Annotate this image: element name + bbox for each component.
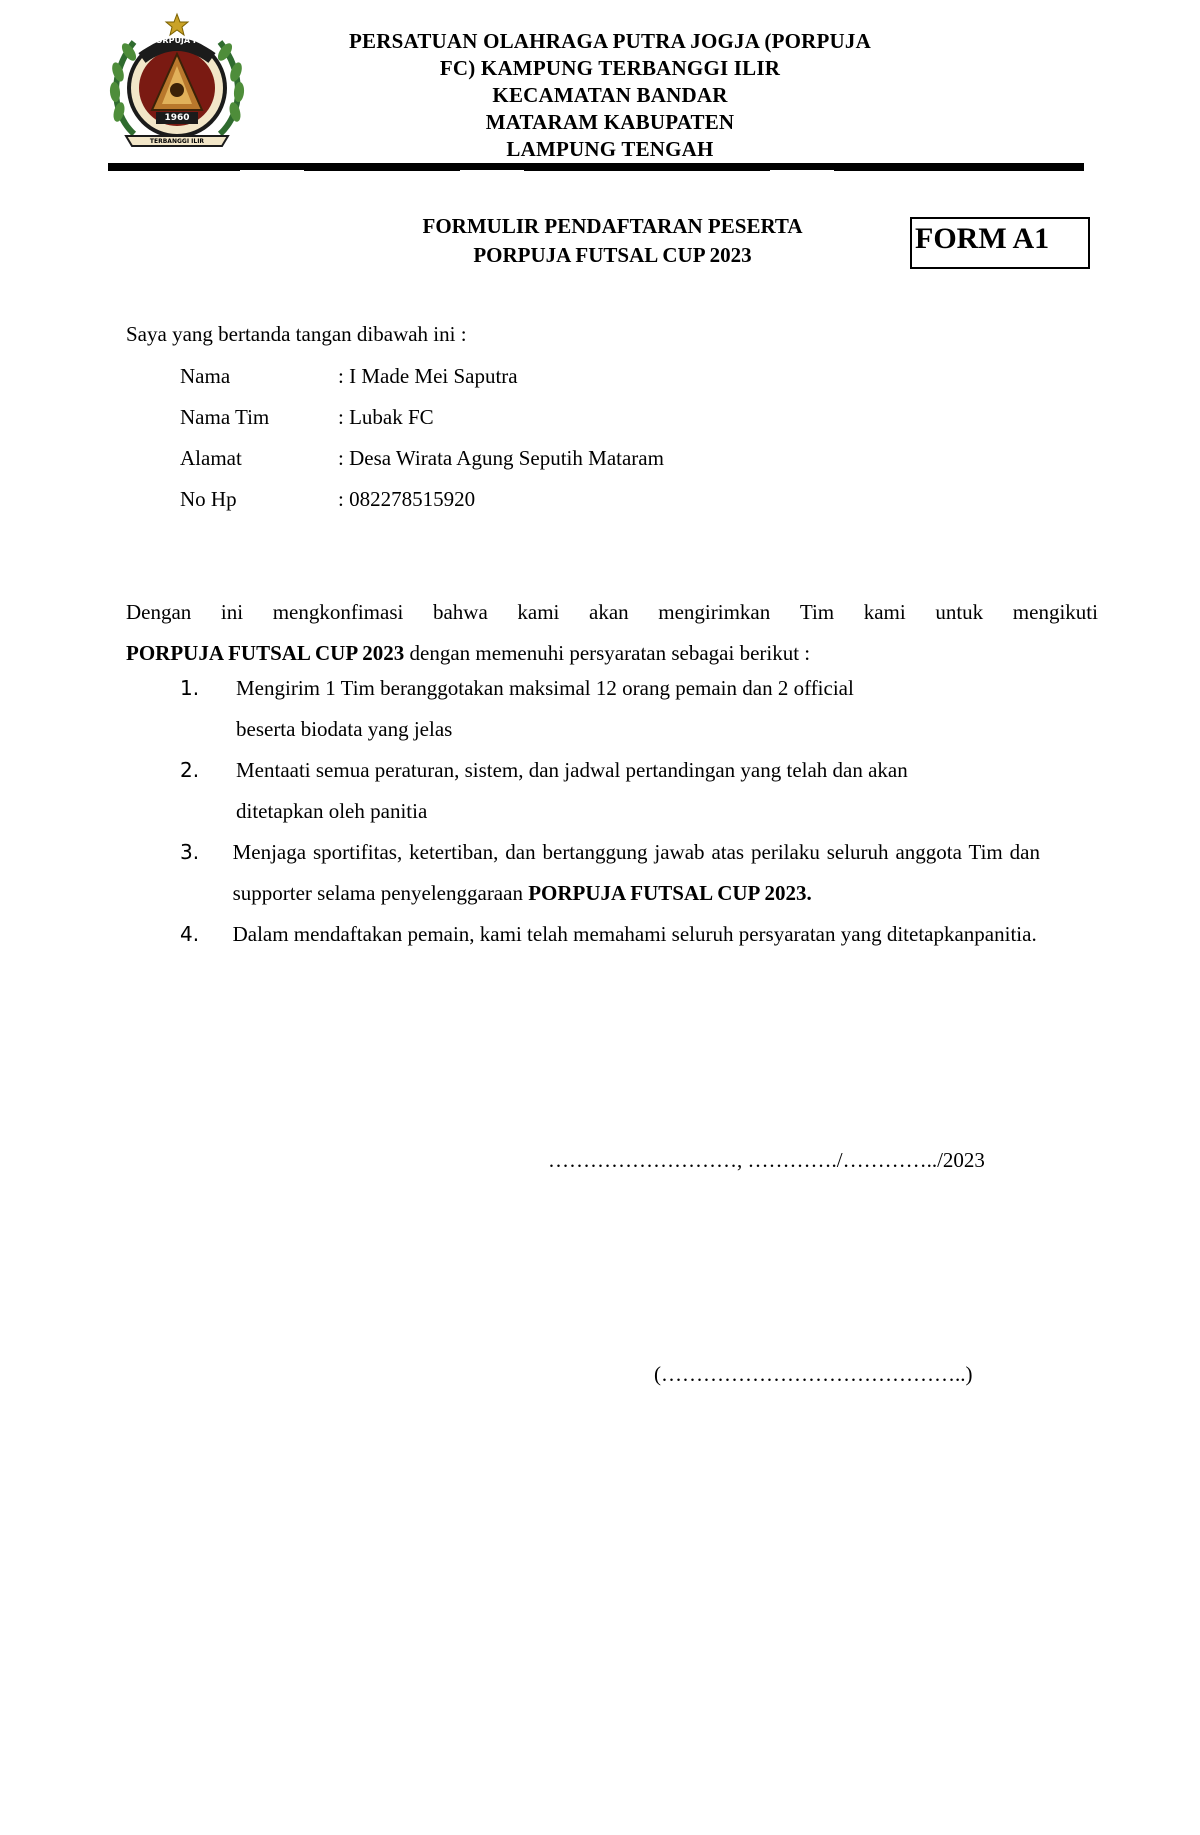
confirmation-word: mengikuti bbox=[1012, 600, 1098, 624]
field-row-name bbox=[180, 361, 664, 402]
form-code-box: FORM A1 bbox=[910, 217, 1090, 269]
list-text: Dalam mendaftakan pemain, kami telah memahami seluruh persyaratan yang ditetapkanpanitia. bbox=[232, 922, 1037, 946]
confirmation-paragraph bbox=[126, 592, 1098, 674]
org-line: KECAMATAN BANDAR bbox=[492, 83, 728, 107]
confirmation-word: mengkonfimasi bbox=[272, 600, 404, 624]
requirements-list bbox=[180, 668, 1040, 955]
logo-banner-text: PORPUJA FC bbox=[149, 36, 205, 45]
list-text-line: beserta biodata yang jelas bbox=[236, 717, 453, 741]
field-value: : I Made Mei Saputra bbox=[338, 364, 518, 388]
field-value: : Desa Wirata Agung Seputih Mataram bbox=[338, 446, 664, 470]
field-label: Nama bbox=[180, 364, 231, 388]
logo-footer-text: TERBANGGI ILIR bbox=[149, 138, 205, 145]
list-text-content: Menjaga sportifitas, ketertiban, dan bertanggung jawab atas perilaku seluruh anggota Tim dan supporter selama penyelenggaraan bbox=[232, 840, 1040, 905]
list-number: 4. bbox=[180, 922, 200, 946]
org-line: LAMPUNG TENGAH bbox=[506, 137, 714, 161]
confirmation-word: kami bbox=[863, 600, 906, 624]
date-place-line: ………………………, …………./…………../2023 bbox=[548, 1148, 985, 1172]
confirmation-word: ini bbox=[220, 600, 244, 624]
field-value: : Lubak FC bbox=[338, 405, 434, 429]
intro-statement: Saya yang bertanda tangan dibawah ini : bbox=[126, 322, 467, 346]
confirmation-word: untuk bbox=[935, 600, 984, 624]
field-label: No Hp bbox=[180, 487, 237, 511]
form-title bbox=[360, 212, 865, 270]
field-row-address bbox=[180, 443, 664, 484]
list-text-line: Mentaati semua peraturan, sistem, dan jadwal pertandingan yang telah dan akan bbox=[236, 758, 908, 782]
org-line: MATARAM KABUPATEN bbox=[485, 110, 735, 134]
event-name: PORPUJA FUTSAL CUP 2023. bbox=[528, 881, 812, 905]
form-title-line: FORMULIR PENDAFTARAN PESERTA bbox=[422, 214, 803, 238]
list-number: 3. bbox=[180, 840, 200, 864]
list-item bbox=[180, 914, 1040, 955]
event-name: PORPUJA FUTSAL CUP 2023 bbox=[126, 641, 405, 665]
confirmation-rest: dengan memenuhi persyaratan sebagai berikut : bbox=[404, 641, 811, 665]
confirmation-word: akan bbox=[589, 600, 629, 624]
header-divider-gap bbox=[460, 170, 524, 172]
list-item bbox=[180, 668, 1040, 750]
list-text-line: ditetapkan oleh panitia bbox=[236, 799, 428, 823]
confirmation-word: Tim bbox=[799, 600, 835, 624]
field-row-team bbox=[180, 402, 664, 443]
list-text-line: Mengirim 1 Tim beranggotakan maksimal 12 orang pemain dan 2 official bbox=[236, 676, 854, 700]
signature-line: (……………………………………..) bbox=[654, 1362, 973, 1386]
list-text bbox=[233, 832, 1040, 914]
list-number: 1. bbox=[180, 676, 200, 700]
confirmation-line-1 bbox=[126, 592, 1098, 633]
org-line: PERSATUAN OLAHRAGA PUTRA JOGJA (PORPUJA bbox=[349, 29, 871, 53]
confirmation-word: Dengan bbox=[126, 600, 192, 624]
confirmation-word: kami bbox=[517, 600, 560, 624]
field-row-phone bbox=[180, 484, 664, 525]
registrant-fields bbox=[180, 361, 664, 525]
confirmation-word: bahwa bbox=[432, 600, 488, 624]
list-item bbox=[180, 832, 1040, 914]
list-item bbox=[180, 750, 1040, 832]
logo-year-text: 1960 bbox=[164, 113, 190, 123]
organization-name bbox=[300, 28, 920, 163]
form-title-line: PORPUJA FUTSAL CUP 2023 bbox=[473, 243, 752, 267]
field-label: Alamat bbox=[180, 446, 242, 470]
header-divider-gap bbox=[770, 170, 834, 172]
list-text bbox=[236, 668, 1040, 750]
list-text bbox=[236, 750, 1040, 832]
confirmation-word: mengirimkan bbox=[658, 600, 771, 624]
field-label: Nama Tim bbox=[180, 405, 270, 429]
header-divider-gap bbox=[240, 170, 304, 172]
org-line: FC) KAMPUNG TERBANGGI ILIR bbox=[439, 56, 781, 80]
field-value: : 082278515920 bbox=[338, 487, 476, 511]
list-number: 2. bbox=[180, 758, 200, 782]
